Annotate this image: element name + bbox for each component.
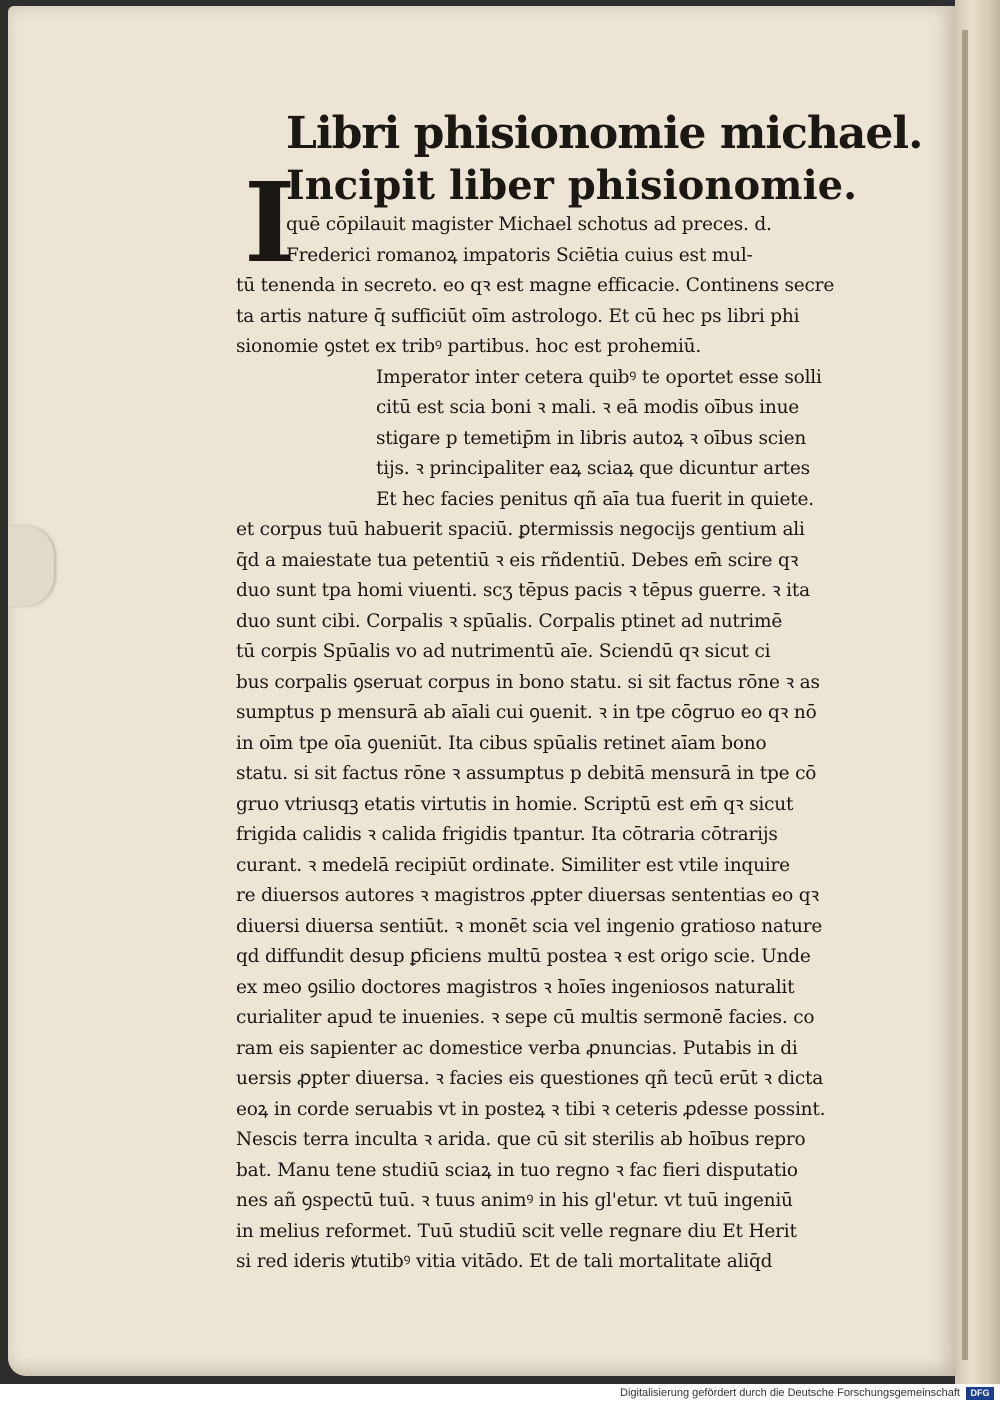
text-line: bus corpalis ꝯseruat corpus in bono statu. si sit factus rōne ꝛ as xyxy=(236,671,820,693)
text-line: duo sunt cibi. Corpalis ꝛ spūalis. Corpalis ptinet ad nutrimē xyxy=(236,610,783,632)
text-line: tū tenenda in secreto. eo qꝛ est magne efficacie. Continens secre xyxy=(236,275,835,296)
text-line: quē cōpilauit magister Michael schotus ad preces. d. xyxy=(286,214,772,235)
text-line: in melius reformet. Tuū studiū scit velle regnare diu Et Herit xyxy=(236,1220,797,1242)
text-line: sumptus p mensurā ab aīali cui ꝯuenit. ꝛ in tpe cōgruo eo qꝛ nō xyxy=(236,702,817,723)
text-line: ta artis nature q̄ sufficiūt oīm astrologo. Et cū hec ps libri phi xyxy=(236,305,800,327)
text-line: ex meo ꝯsilio doctores magistros ꝛ hoīes ingeniosos naturalit xyxy=(236,976,795,998)
incipit-heading: Incipit liber phisionomie. xyxy=(286,162,858,209)
text-line: uersis ꝓpter diuersa. ꝛ facies eis questiones qñ tecū erūt ꝛ dicta xyxy=(236,1068,824,1089)
text-line: Imperator inter cetera quibꝰ te oportet esse solli xyxy=(376,366,822,388)
page-title: Libri phisionomie michael. xyxy=(286,108,923,159)
text-line: Nescis terra inculta ꝛ arida. que cū sit sterilis ab hoībus repro xyxy=(236,1129,806,1150)
text-line: gruo vtriusqꝫ etatis virtutis in homie. Scriptū est em̄ qꝛ sicut xyxy=(236,793,794,815)
text-line: qd diffundit desup ꝑficiens multū postea ꝛ est origo scie. Unde xyxy=(236,946,811,967)
text-line: nes añ ꝯspectū tuū. ꝛ tuus animꝰ in his gl'etur. vt tuū ingeniū xyxy=(236,1190,793,1211)
text-block xyxy=(236,106,923,1278)
text-line: et corpus tuū habuerit spaciū. ꝑtermissis negocijs gentium ali xyxy=(236,519,805,540)
text-line: Frederici romanoꝝ impatoris Sciētia cuius est mul- xyxy=(286,244,753,266)
decorated-initial: I xyxy=(244,158,296,287)
text-line: curant. ꝛ medelā recipiūt ordinate. Similiter est vtile inquire xyxy=(236,854,790,876)
text-line: duo sunt tpa homi viuenti. scʒ tēpus pacis ꝛ tēpus guerre. ꝛ ita xyxy=(236,580,810,601)
funding-credit: Digitalisierung gefördert durch die Deutsche Forschungsgemeinschaft xyxy=(620,1387,960,1399)
text-line: eoꝝ in corde seruabis vt in posteꝝ ꝛ tibi ꝛ ceteris ꝓdesse possint. xyxy=(236,1098,826,1120)
text-line: re diuersos autores ꝛ magistros ꝓpter diuersas sententias eo qꝛ xyxy=(236,885,820,906)
text-line: tū corpis Spūalis vo ad nutrimentū aīe. Sciendū qꝛ sicut ci xyxy=(236,641,771,662)
text-line: Et hec facies penitus qñ aīa tua fuerit in quiete. xyxy=(376,488,814,510)
text-line: citū est scia boni ꝛ mali. ꝛ eā modis oībus inue xyxy=(376,397,800,418)
text-line: diuersi diuersa sentiūt. ꝛ monēt scia vel ingenio gratioso nature xyxy=(236,915,823,937)
dfg-logo: DFG xyxy=(966,1387,994,1400)
book-page xyxy=(8,6,956,1376)
text-line: ram eis sapienter ac domestice verba ꝓnuncias. Putabis in di xyxy=(236,1037,798,1059)
text-line: sionomie ꝯstet ex tribꝰ partibus. hoc est prohemiū. xyxy=(236,336,702,357)
page-clasp xyxy=(8,526,54,606)
text-line: statu. si sit factus rōne ꝛ assumptus p debitā mensurā in tpe cō xyxy=(236,763,817,784)
footer-bar xyxy=(0,1384,1000,1404)
text-line: frigida calidis ꝛ calida frigidis tpantur. Ita cōtraria cōtrarijs xyxy=(236,824,778,845)
text-line: curialiter apud te inuenies. ꝛ sepe cū multis sermonē facies. co xyxy=(236,1007,815,1028)
text-line: q̄d a maiestate tua petentiū ꝛ eis rñdentiū. Debes em̄ scire qꝛ xyxy=(236,549,799,571)
text-line: si red ideris ꝟtutibꝰ vitia vitādo. Et de tali mortalitate aliq̄d xyxy=(236,1251,773,1272)
text-line: tijs. ꝛ principaliter eaꝝ sciaꝝ que dicuntur artes xyxy=(376,458,810,479)
text-line: in oīm tpe oīa ꝯueniūt. Ita cibus spūalis retinet aīam bono xyxy=(236,732,767,754)
book-spine-edge xyxy=(962,30,968,1360)
text-line: stigare p temetip̄m in libris autoꝝ ꝛ oībus scien xyxy=(376,427,807,449)
text-line: bat. Manu tene studiū sciaꝝ in tuo regno ꝛ fac fieri disputatio xyxy=(236,1159,798,1181)
